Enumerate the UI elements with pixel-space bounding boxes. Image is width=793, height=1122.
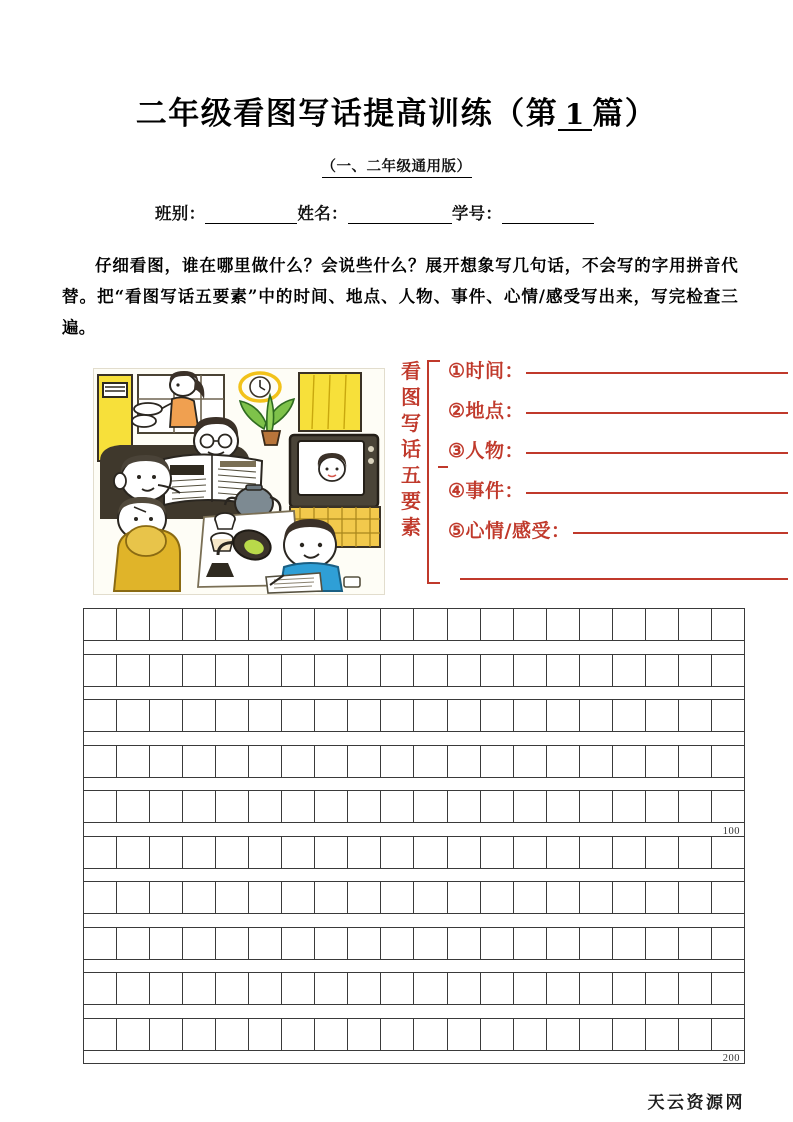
writing-grid-cell[interactable] xyxy=(646,882,679,913)
element-row-people xyxy=(448,436,788,476)
writing-grid-row[interactable] xyxy=(83,836,745,869)
writing-grid-cell[interactable] xyxy=(679,655,712,686)
writing-grid-spacer xyxy=(83,687,745,700)
writing-grid-cell[interactable] xyxy=(84,928,117,959)
writing-grid-cell[interactable] xyxy=(481,882,514,913)
writing-grid-cell[interactable] xyxy=(348,928,381,959)
writing-grid-cell[interactable] xyxy=(646,700,679,731)
writing-grid-cell[interactable] xyxy=(183,837,216,868)
writing-grid-cell[interactable] xyxy=(216,791,249,822)
writing-grid-cell[interactable] xyxy=(282,837,315,868)
writing-grid-cell[interactable] xyxy=(249,609,282,640)
writing-grid-cell[interactable] xyxy=(712,655,745,686)
writing-grid-cell[interactable] xyxy=(150,746,183,777)
writing-grid-cell[interactable] xyxy=(679,973,712,1004)
writing-grid-cell[interactable] xyxy=(646,928,679,959)
student-id-input-blank[interactable] xyxy=(502,208,594,224)
writing-grid-cell[interactable] xyxy=(216,837,249,868)
writing-grid-cell[interactable] xyxy=(481,791,514,822)
writing-grid-cell[interactable] xyxy=(183,655,216,686)
writing-grid-cell[interactable] xyxy=(679,746,712,777)
element-marker: ② xyxy=(448,400,466,422)
five-elements-vertical-label xyxy=(398,358,424,540)
instruction-paragraph: 仔细看图，谁在哪里做什么？会说些什么？展开想象写几句话，不会写的字用拼音代替。把“看图写话五要素”中的时间、地点、人物、事件、心情/感受写出来，写完检查三遍。 xyxy=(62,256,738,337)
writing-grid-cell[interactable] xyxy=(514,609,547,640)
student-id-label: 学号： xyxy=(451,204,503,223)
writing-grid-cell[interactable] xyxy=(315,791,348,822)
writing-grid-cell[interactable] xyxy=(712,1019,745,1050)
writing-grid-cell[interactable] xyxy=(315,973,348,1004)
main-title xyxy=(0,88,793,133)
writing-grid-cell[interactable] xyxy=(414,973,447,1004)
writing-grid-cell[interactable] xyxy=(84,973,117,1004)
writing-grid-cell[interactable] xyxy=(348,791,381,822)
writing-grid-row[interactable] xyxy=(83,790,745,823)
writing-grid-cell[interactable] xyxy=(481,973,514,1004)
writing-grid-cell[interactable] xyxy=(712,882,745,913)
writing-grid-cell[interactable] xyxy=(547,791,580,822)
writing-grid-cell[interactable] xyxy=(712,928,745,959)
name-label: 姓名： xyxy=(297,204,348,223)
writing-grid-cell[interactable] xyxy=(183,928,216,959)
element-label-people: 人物： xyxy=(465,440,525,462)
writing-grid-cell[interactable] xyxy=(150,882,183,913)
writing-grid-cell[interactable] xyxy=(183,791,216,822)
writing-grid-cell[interactable] xyxy=(381,928,414,959)
brace-nub xyxy=(438,466,448,468)
writing-grid-cell[interactable] xyxy=(613,700,646,731)
writing-grid-cell[interactable] xyxy=(514,837,547,868)
writing-grid-cell[interactable] xyxy=(84,837,117,868)
writing-grid-cell[interactable] xyxy=(117,882,150,913)
writing-grid-cell[interactable] xyxy=(315,655,348,686)
illustration-svg xyxy=(94,369,384,594)
writing-grid-cell[interactable] xyxy=(712,837,745,868)
writing-grid-cell[interactable] xyxy=(580,655,613,686)
writing-grid-cell[interactable] xyxy=(481,700,514,731)
writing-grid-cell[interactable] xyxy=(547,609,580,640)
writing-grid-cell[interactable] xyxy=(249,791,282,822)
writing-grid-cell[interactable] xyxy=(481,1019,514,1050)
vertical-char: 五 xyxy=(401,463,421,487)
character-count-mark: 200 xyxy=(722,1053,740,1064)
writing-grid-cell[interactable] xyxy=(150,973,183,1004)
writing-grid-cell[interactable] xyxy=(117,746,150,777)
element-answer-blank-place[interactable] xyxy=(526,412,788,414)
five-elements-list xyxy=(448,356,788,556)
writing-grid-cell[interactable] xyxy=(348,609,381,640)
writing-grid-cell[interactable] xyxy=(282,882,315,913)
writing-grid-cell[interactable] xyxy=(381,746,414,777)
writing-grid-cell[interactable] xyxy=(183,882,216,913)
writing-grid-cell[interactable] xyxy=(646,973,679,1004)
writing-grid-cell[interactable] xyxy=(613,655,646,686)
writing-grid-cell[interactable] xyxy=(84,700,117,731)
writing-grid-cell[interactable] xyxy=(117,609,150,640)
writing-grid-cell[interactable] xyxy=(712,700,745,731)
writing-grid-cell[interactable] xyxy=(249,1019,282,1050)
writing-grid-cell[interactable] xyxy=(414,882,447,913)
writing-grid-cell[interactable] xyxy=(547,746,580,777)
writing-grid-cell[interactable] xyxy=(117,1019,150,1050)
writing-grid-cell[interactable] xyxy=(381,837,414,868)
writing-grid-cell[interactable] xyxy=(481,609,514,640)
character-count-mark: 100 xyxy=(722,825,740,837)
writing-grid-cell[interactable] xyxy=(216,746,249,777)
writing-grid-cell[interactable] xyxy=(414,1019,447,1050)
writing-grid-cell[interactable] xyxy=(348,655,381,686)
writing-grid-cell[interactable] xyxy=(448,1019,481,1050)
writing-grid-cell[interactable] xyxy=(448,609,481,640)
writing-grid-cell[interactable] xyxy=(481,837,514,868)
writing-grid-cell[interactable] xyxy=(547,700,580,731)
writing-grid-cell[interactable] xyxy=(547,655,580,686)
writing-grid-cell[interactable] xyxy=(613,1019,646,1050)
writing-grid-spacer xyxy=(83,823,745,836)
writing-grid-cell[interactable] xyxy=(613,746,646,777)
watermark: 天云资源网 xyxy=(647,1093,745,1113)
page-title xyxy=(0,88,793,133)
element-answer-blank-time[interactable] xyxy=(526,372,788,374)
writing-grid-cell[interactable] xyxy=(315,1019,348,1050)
vertical-char: 要 xyxy=(401,489,421,513)
writing-grid-cell[interactable] xyxy=(613,609,646,640)
writing-grid-cell[interactable] xyxy=(183,1019,216,1050)
writing-grid-cell[interactable] xyxy=(282,609,315,640)
writing-grid-cell[interactable] xyxy=(282,791,315,822)
writing-grid[interactable] xyxy=(83,608,745,1064)
writing-grid-cell[interactable] xyxy=(315,746,348,777)
writing-grid-cell[interactable] xyxy=(315,882,348,913)
writing-grid-cell[interactable] xyxy=(249,973,282,1004)
class-field xyxy=(155,200,297,224)
writing-grid-cell[interactable] xyxy=(448,791,481,822)
writing-grid-cell[interactable] xyxy=(646,655,679,686)
writing-grid-cell[interactable] xyxy=(613,973,646,1004)
writing-grid-spacer xyxy=(83,960,745,973)
writing-grid-cell[interactable] xyxy=(249,837,282,868)
writing-grid-cell[interactable] xyxy=(84,746,117,777)
writing-grid-cell[interactable] xyxy=(414,609,447,640)
writing-grid-cell[interactable] xyxy=(249,746,282,777)
element-row-place xyxy=(448,396,788,436)
writing-grid-cell[interactable] xyxy=(381,609,414,640)
writing-grid-cell[interactable] xyxy=(216,655,249,686)
writing-grid-cell[interactable] xyxy=(282,700,315,731)
writing-grid-cell[interactable] xyxy=(150,700,183,731)
writing-grid-row[interactable] xyxy=(83,1018,745,1051)
writing-grid-cell[interactable] xyxy=(646,1019,679,1050)
writing-grid-row[interactable] xyxy=(83,881,745,914)
writing-grid-cell[interactable] xyxy=(216,1019,249,1050)
writing-grid-cell[interactable] xyxy=(282,928,315,959)
writing-grid-row[interactable] xyxy=(83,745,745,778)
writing-grid-cell[interactable] xyxy=(481,655,514,686)
writing-grid-cell[interactable] xyxy=(679,928,712,959)
writing-grid-cell[interactable] xyxy=(348,1019,381,1050)
writing-grid-row[interactable] xyxy=(83,699,745,732)
writing-grid-row[interactable] xyxy=(83,972,745,1005)
writing-grid-cell[interactable] xyxy=(348,746,381,777)
writing-grid-cell[interactable] xyxy=(414,700,447,731)
writing-grid-cell[interactable] xyxy=(414,746,447,777)
writing-grid-cell[interactable] xyxy=(348,882,381,913)
five-elements-panel xyxy=(398,356,788,596)
element-answer-blank-overflow[interactable] xyxy=(460,578,788,580)
writing-grid-cell[interactable] xyxy=(381,973,414,1004)
writing-grid-cell[interactable] xyxy=(117,973,150,1004)
writing-grid-cell[interactable] xyxy=(414,837,447,868)
writing-grid-cell[interactable] xyxy=(117,928,150,959)
writing-grid-cell[interactable] xyxy=(315,609,348,640)
writing-grid-cell[interactable] xyxy=(448,837,481,868)
writing-grid-cell[interactable] xyxy=(150,1019,183,1050)
writing-grid-cell[interactable] xyxy=(580,973,613,1004)
element-answer-blank-event[interactable] xyxy=(526,492,788,494)
writing-grid-cell[interactable] xyxy=(150,791,183,822)
writing-grid-cell[interactable] xyxy=(580,837,613,868)
element-label-time: 时间： xyxy=(465,360,525,382)
writing-grid-cell[interactable] xyxy=(84,1019,117,1050)
writing-grid-spacer xyxy=(83,914,745,927)
writing-grid-cell[interactable] xyxy=(646,837,679,868)
writing-grid-cell[interactable] xyxy=(646,609,679,640)
writing-grid-cell[interactable] xyxy=(315,837,348,868)
writing-grid-cell[interactable] xyxy=(84,609,117,640)
writing-grid-cell[interactable] xyxy=(448,655,481,686)
student-info-line xyxy=(155,200,715,224)
writing-grid-cell[interactable] xyxy=(117,655,150,686)
writing-grid-bottom-border xyxy=(83,1063,745,1064)
element-marker: ⑤ xyxy=(448,520,466,542)
writing-grid-cell[interactable] xyxy=(282,1019,315,1050)
element-label-feeling: 心情/感受： xyxy=(465,520,571,542)
writing-grid-cell[interactable] xyxy=(580,1019,613,1050)
writing-grid-cell[interactable] xyxy=(580,791,613,822)
writing-grid-cell[interactable] xyxy=(282,746,315,777)
writing-grid-cell[interactable] xyxy=(514,1019,547,1050)
writing-grid-cell[interactable] xyxy=(183,609,216,640)
writing-grid-cell[interactable] xyxy=(613,791,646,822)
writing-grid-cell[interactable] xyxy=(580,700,613,731)
writing-grid-cell[interactable] xyxy=(547,882,580,913)
writing-grid-cell[interactable] xyxy=(646,746,679,777)
writing-grid-cell[interactable] xyxy=(381,700,414,731)
element-label-event: 事件： xyxy=(465,480,525,502)
writing-grid-spacer xyxy=(83,1005,745,1018)
writing-grid-cell[interactable] xyxy=(249,700,282,731)
writing-grid-cell[interactable] xyxy=(547,928,580,959)
writing-grid-cell[interactable] xyxy=(282,973,315,1004)
element-marker: ① xyxy=(448,360,466,382)
element-row-feeling xyxy=(448,516,788,556)
writing-grid-cell[interactable] xyxy=(580,928,613,959)
writing-grid-cell[interactable] xyxy=(216,882,249,913)
writing-grid-cell[interactable] xyxy=(414,655,447,686)
writing-grid-cell[interactable] xyxy=(216,609,249,640)
writing-grid-cell[interactable] xyxy=(679,791,712,822)
writing-grid-cell[interactable] xyxy=(381,791,414,822)
writing-grid-cell[interactable] xyxy=(514,973,547,1004)
writing-grid-cell[interactable] xyxy=(547,1019,580,1050)
writing-grid-cell[interactable] xyxy=(481,928,514,959)
writing-grid-cell[interactable] xyxy=(216,973,249,1004)
writing-grid-cell[interactable] xyxy=(448,973,481,1004)
writing-grid-cell[interactable] xyxy=(514,655,547,686)
writing-grid-cell[interactable] xyxy=(249,882,282,913)
writing-grid-cell[interactable] xyxy=(448,928,481,959)
vertical-char: 看 xyxy=(401,359,421,383)
writing-grid-row[interactable] xyxy=(83,654,745,687)
writing-grid-cell[interactable] xyxy=(514,746,547,777)
writing-grid-cell[interactable] xyxy=(547,837,580,868)
writing-grid-spacer xyxy=(83,778,745,791)
element-answer-blank-feeling[interactable] xyxy=(573,532,789,534)
element-label-place: 地点： xyxy=(465,400,525,422)
writing-grid-cell[interactable] xyxy=(348,837,381,868)
writing-grid-cell[interactable] xyxy=(580,609,613,640)
writing-grid-cell[interactable] xyxy=(150,609,183,640)
writing-grid-cell[interactable] xyxy=(84,791,117,822)
name-field xyxy=(297,200,451,224)
writing-grid-cell[interactable] xyxy=(514,700,547,731)
writing-grid-cell[interactable] xyxy=(216,700,249,731)
writing-grid-cell[interactable] xyxy=(448,882,481,913)
writing-grid-cell[interactable] xyxy=(448,746,481,777)
writing-grid-cell[interactable] xyxy=(150,928,183,959)
writing-grid-cell[interactable] xyxy=(381,1019,414,1050)
writing-grid-cell[interactable] xyxy=(679,609,712,640)
writing-grid-cell[interactable] xyxy=(679,882,712,913)
student-id-field xyxy=(452,200,594,224)
class-label: 班别： xyxy=(155,204,206,223)
writing-grid-cell[interactable] xyxy=(249,928,282,959)
writing-grid-cell[interactable] xyxy=(381,655,414,686)
scene-illustration xyxy=(93,368,385,595)
writing-grid-cell[interactable] xyxy=(348,700,381,731)
subtitle: （一、二年级通用版） xyxy=(322,155,472,178)
writing-grid-cell[interactable] xyxy=(580,882,613,913)
writing-grid-cell[interactable] xyxy=(183,973,216,1004)
writing-grid-cell[interactable] xyxy=(712,746,745,777)
writing-grid-cell[interactable] xyxy=(514,882,547,913)
writing-grid-cell[interactable] xyxy=(481,746,514,777)
writing-grid-cell[interactable] xyxy=(613,928,646,959)
writing-grid-cell[interactable] xyxy=(282,655,315,686)
writing-grid-row[interactable] xyxy=(83,927,745,960)
title-number-blank: 1 xyxy=(558,100,592,131)
brace-bracket xyxy=(427,360,440,584)
writing-grid-cell[interactable] xyxy=(646,791,679,822)
element-row-time xyxy=(448,356,788,396)
writing-grid-cell[interactable] xyxy=(547,973,580,1004)
vertical-char: 素 xyxy=(401,515,421,539)
writing-grid-row[interactable] xyxy=(83,608,745,641)
writing-grid-cell[interactable] xyxy=(514,791,547,822)
vertical-char: 图 xyxy=(401,385,421,409)
writing-grid-cell[interactable] xyxy=(117,700,150,731)
writing-grid-cell[interactable] xyxy=(580,746,613,777)
writing-grid-cell[interactable] xyxy=(414,928,447,959)
vertical-char: 话 xyxy=(401,437,421,461)
element-answer-blank-people[interactable] xyxy=(526,452,788,454)
writing-grid-cell[interactable] xyxy=(249,655,282,686)
element-row-event xyxy=(448,476,788,516)
writing-grid-cell[interactable] xyxy=(315,700,348,731)
writing-grid-cell[interactable] xyxy=(150,655,183,686)
writing-grid-spacer xyxy=(83,732,745,745)
name-input-blank[interactable] xyxy=(348,208,452,224)
writing-grid-cell[interactable] xyxy=(613,837,646,868)
writing-grid-cell[interactable] xyxy=(84,655,117,686)
writing-grid-cell[interactable] xyxy=(448,700,481,731)
writing-grid-cell[interactable] xyxy=(679,700,712,731)
element-marker: ③ xyxy=(448,440,466,462)
writing-grid-cell[interactable] xyxy=(84,882,117,913)
writing-grid-cell[interactable] xyxy=(117,837,150,868)
writing-grid-cell[interactable] xyxy=(381,882,414,913)
title-prefix: 二年级看图写话提高训练（第 xyxy=(135,96,559,132)
writing-grid-cell[interactable] xyxy=(183,700,216,731)
writing-grid-cell[interactable] xyxy=(216,928,249,959)
writing-grid-spacer xyxy=(83,869,745,882)
writing-grid-cell[interactable] xyxy=(414,791,447,822)
writing-grid-spacer xyxy=(83,1051,745,1064)
writing-grid-cell[interactable] xyxy=(117,791,150,822)
writing-grid-cell[interactable] xyxy=(315,928,348,959)
writing-grid-spacer xyxy=(83,641,745,654)
subtitle-container xyxy=(0,155,793,178)
writing-grid-cell[interactable] xyxy=(712,609,745,640)
writing-grid-cell[interactable] xyxy=(514,928,547,959)
writing-grid-cell[interactable] xyxy=(613,882,646,913)
writing-grid-cell[interactable] xyxy=(183,746,216,777)
writing-grid-cell[interactable] xyxy=(348,973,381,1004)
vertical-char: 写 xyxy=(401,411,421,435)
element-marker: ④ xyxy=(448,480,466,502)
title-suffix: 篇） xyxy=(592,96,658,132)
class-input-blank[interactable] xyxy=(205,208,297,224)
writing-grid-cell[interactable] xyxy=(679,1019,712,1050)
writing-grid-cell[interactable] xyxy=(712,791,745,822)
writing-grid-cell[interactable] xyxy=(150,837,183,868)
writing-grid-cell[interactable] xyxy=(712,973,745,1004)
writing-grid-cell[interactable] xyxy=(679,837,712,868)
